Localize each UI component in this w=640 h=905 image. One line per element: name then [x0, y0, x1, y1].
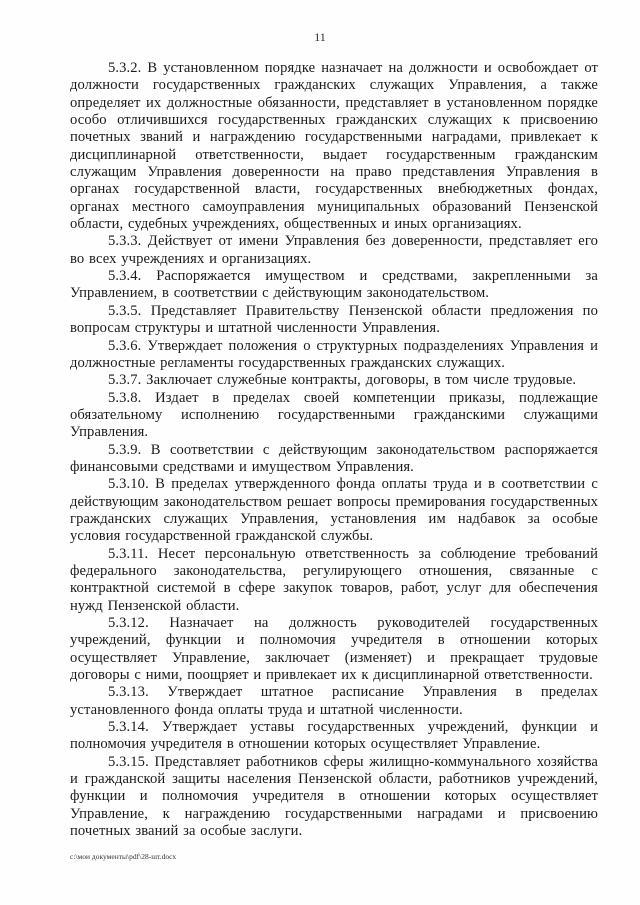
footer-file-path: с:\мои документы\pdf\28-шт.docx — [70, 852, 177, 861]
paragraph-5-3-5: 5.3.5. Представляет Правительству Пензенской области предложения по вопросам структуры и штатной численности Управления. — [70, 302, 598, 337]
paragraph-5-3-8: 5.3.8. Издает в пределах своей компетенции приказы, подлежащие обязательному исполнению государственными гражданскими служащими Управления. — [70, 389, 598, 441]
paragraph-5-3-3: 5.3.3. Действует от имени Управления без доверенности, представляет его во всех учреждениях и организациях. — [70, 233, 598, 267]
paragraph-5-3-11: 5.3.11. Несет персональную ответственность за соблюдение требований федерального законодательства, регулирующего отношения, связанные с контрактной системой в сфере закупок товаров, работ, услуг для обеспечения нужд Пензенской области. — [70, 545, 598, 614]
document-body — [70, 60, 598, 840]
paragraph-5-3-7: 5.3.7. Заключает служебные контракты, договоры, в том числе трудовые. — [108, 372, 577, 389]
paragraph-5-3-13: 5.3.13. Утверждает штатное расписание Управления в пределах установленного фонда оплаты труда и штатной численности. — [70, 684, 598, 718]
paragraph-5-3-9: 5.3.9. В соответствии с действующим законодательством распоряжается финансовыми средствами и имуществом Управления. — [70, 441, 598, 475]
paragraph-5-3-10: 5.3.10. В пределах утвержденного фонда оплаты труда и в соответствии с действующим законодательством решает вопросы премирования государственных гражданских служащих Управления, установления им надбавок за особые условия государственной гражданской службы. — [70, 476, 598, 545]
paragraph-5-3-15: 5.3.15. Представляет работников сферы жилищно-коммунального хозяйства и гражданской защиты населения Пензенской области, работников учреждений, функции и полномочия учредителя в отношении которых осуществляет Управление, к награждению государственными наградами и присвоению почетных званий за особые заслуги. — [70, 753, 598, 840]
paragraph-5-3-4: 5.3.4. Распоряжается имуществом и средствами, закрепленными за Управлением, в соответствии с действующим законодательством. — [70, 268, 598, 302]
paragraph-5-3-6: 5.3.6. Утверждает положения о структурных подразделениях Управления и должностные регламенты государственных гражданских служащих. — [70, 337, 598, 371]
paragraph-5-3-2: 5.3.2. В установленном порядке назначает на должности и освобождает от должности государственных гражданских служащих Управления, а также определяет их должностные обязанности, представляет в установленном порядке особо отличившихся государственных гражданских служащих к присвоению почетных званий и награждению государственными наградами, привлекает к дисциплинарной ответственности, выдает государственным гражданским служащим Управления доверенности на право представления Управления в органах государственной власти, государственных внебюджетных фондах, органах местного самоуправления муниципальных образований Пензенской области, судебных учреждениях, общественных и иных организациях. — [70, 60, 598, 233]
paragraph-5-3-14: 5.3.14. Утверждает уставы государственных учреждений, функции и полномочия учредителя в отношении которых осуществляет Управление. — [70, 719, 598, 753]
paragraph-5-3-12: 5.3.12. Назначает на должность руководителей государственных учреждений, функции и полномочия учредителя в отношении которых осуществляет Управление, заключает (изменяет) и прекращает трудовые договоры с ними, поощряет и привлекает их к дисциплинарной ответственности. — [70, 615, 598, 684]
page-number: 11 — [314, 30, 326, 44]
